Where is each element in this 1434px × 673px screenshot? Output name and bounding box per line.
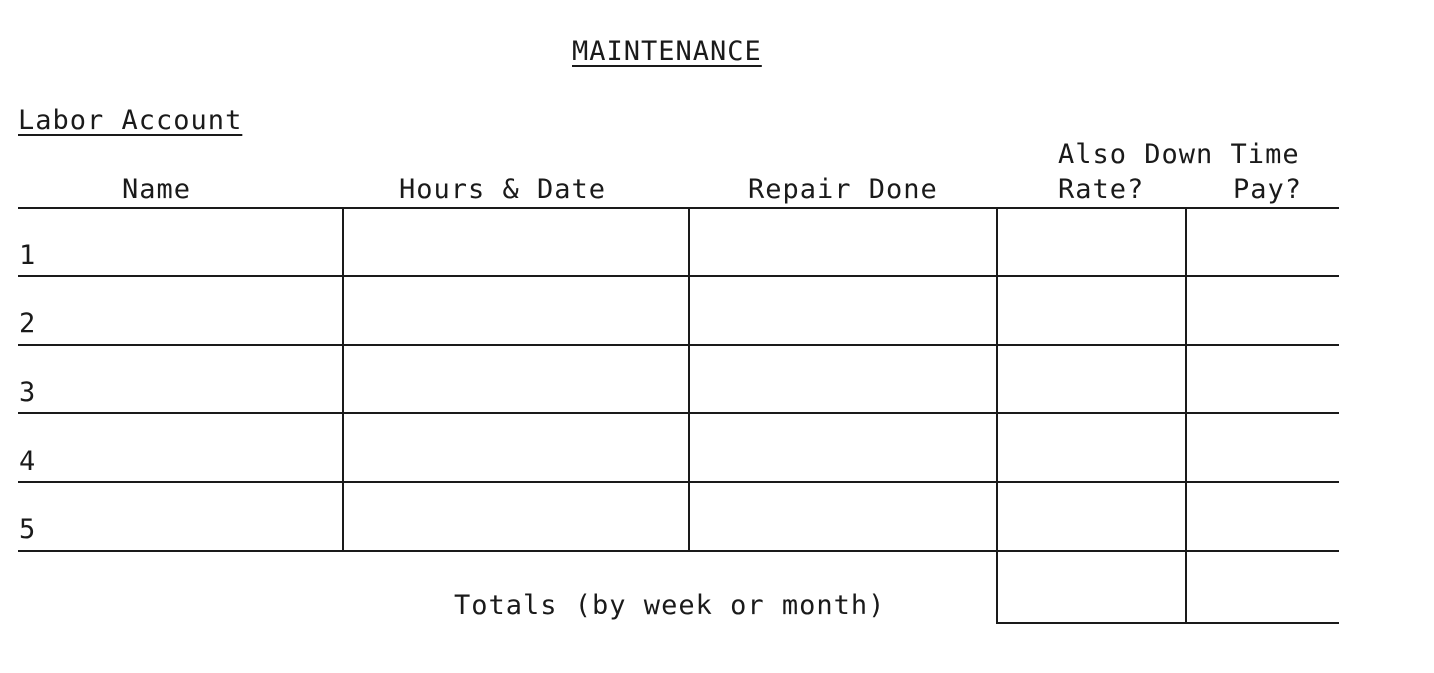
column-header-rate: Rate? [1058, 174, 1145, 205]
column-header-also-down-time: Also Down Time [1058, 139, 1300, 170]
row-number-1: 1 [19, 240, 36, 271]
row-number-3: 3 [19, 377, 36, 408]
totals-bottom-rule [997, 622, 1339, 624]
column-divider-name-hours [342, 208, 344, 551]
totals-label: Totals (by week or month) [454, 590, 886, 621]
row-rule-2 [18, 344, 1339, 346]
row-number-4: 4 [19, 446, 36, 477]
column-header-hours-date: Hours & Date [399, 174, 607, 205]
row-rule-3 [18, 412, 1339, 414]
column-divider-repair-rate [996, 208, 998, 624]
row-rule-4 [18, 481, 1339, 483]
row-rule-5 [18, 550, 1339, 552]
row-number-5: 5 [19, 514, 36, 545]
table-top-rule [18, 207, 1339, 209]
column-divider-rate-pay [1185, 208, 1187, 624]
column-header-repair-done: Repair Done [748, 174, 938, 205]
column-divider-hours-repair [688, 208, 690, 551]
row-number-2: 2 [19, 308, 36, 339]
column-header-name: Name [122, 174, 192, 205]
section-label: Labor Account [18, 105, 243, 136]
row-rule-1 [18, 275, 1339, 277]
column-header-pay: Pay? [1233, 174, 1303, 205]
form-title: MAINTENANCE [572, 36, 762, 67]
